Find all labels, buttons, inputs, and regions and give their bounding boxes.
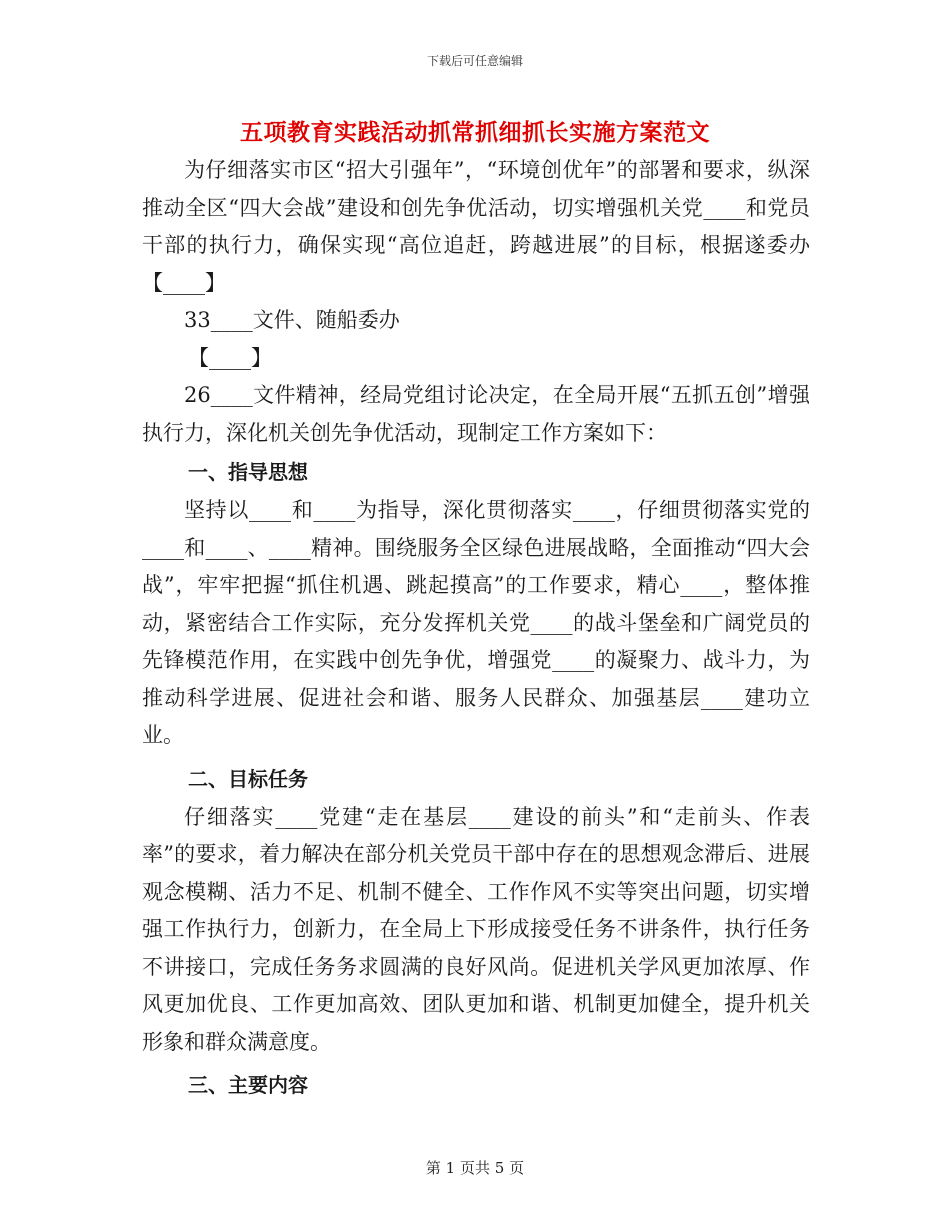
paragraph-intro: 为仔细落实市区“招大引强年”，“环境创优年”的部署和要求，纵深推动全区“四大会战”建设和创先争优活动，切实增强机关党____和党员干部的执行力，确保实现“高位追赶，跨越进展”的目标，根据遂委办【____】: [142, 158, 810, 295]
section-heading-goals: 二、目标任务: [188, 766, 308, 791]
paragraph-goals: 仔细落实____党建“走在基层____建设的前头”和“走前头、作表率”的要求，着力解决在部分机关党员干部中存在的思想观念滞后、进展观念模糊、活力不足、机制不健全、工作作风不实等突出问题，切实增强工作执行力，创新力，在全局上下形成接受任务不讲条件，执行任务不讲接口，完成任务务求圆满的良好风尚。促进机关学风更加浓厚、作风更加优良、工作更加高效、团队更加和谐、机制更加健全，提升机关形象和群众满意度。: [142, 804, 810, 1054]
header-note: 下载后可任意编辑: [426, 54, 523, 68]
paragraph-decision: 26____文件精神，经局党组讨论决定，在全局开展“五抓五创”增强执行力，深化机关创先争优活动，现制定工作方案如下：: [142, 383, 810, 445]
paragraph-file-ref-1: 33____文件、随船委办: [184, 308, 400, 332]
document-title: 五项教育实践活动抓常抓细抓长实施方案范文: [240, 119, 710, 146]
document-body: [142, 152, 810, 1105]
paragraph-file-ref-2: 【____】: [188, 345, 272, 370]
page-footer: 第 1 页共 5 页: [425, 1159, 525, 1177]
section-heading-guiding-thought: 一、指导思想: [188, 460, 308, 484]
paragraph-guiding-thought: 坚持以____和____为指导，深化贯彻落实____，仔细贯彻落实党的____和____、____精神。围绕服务全区绿色进展战略，全面推动“四大会战”，牢牢把握“抓住机遇、跳起摸高”的工作要求，精心____，整体推动，紧密结合工作实际，充分发挥机关党____的战斗堡垒和广阔党员的先锋模范作用，在实践中创先争优，增强党____的凝聚力、战斗力，为推动科学进展、促进社会和谐、服务人民群众、加强基层____建功立业。: [142, 498, 810, 747]
section-heading-main-content: 三、主要内容: [188, 1073, 308, 1097]
